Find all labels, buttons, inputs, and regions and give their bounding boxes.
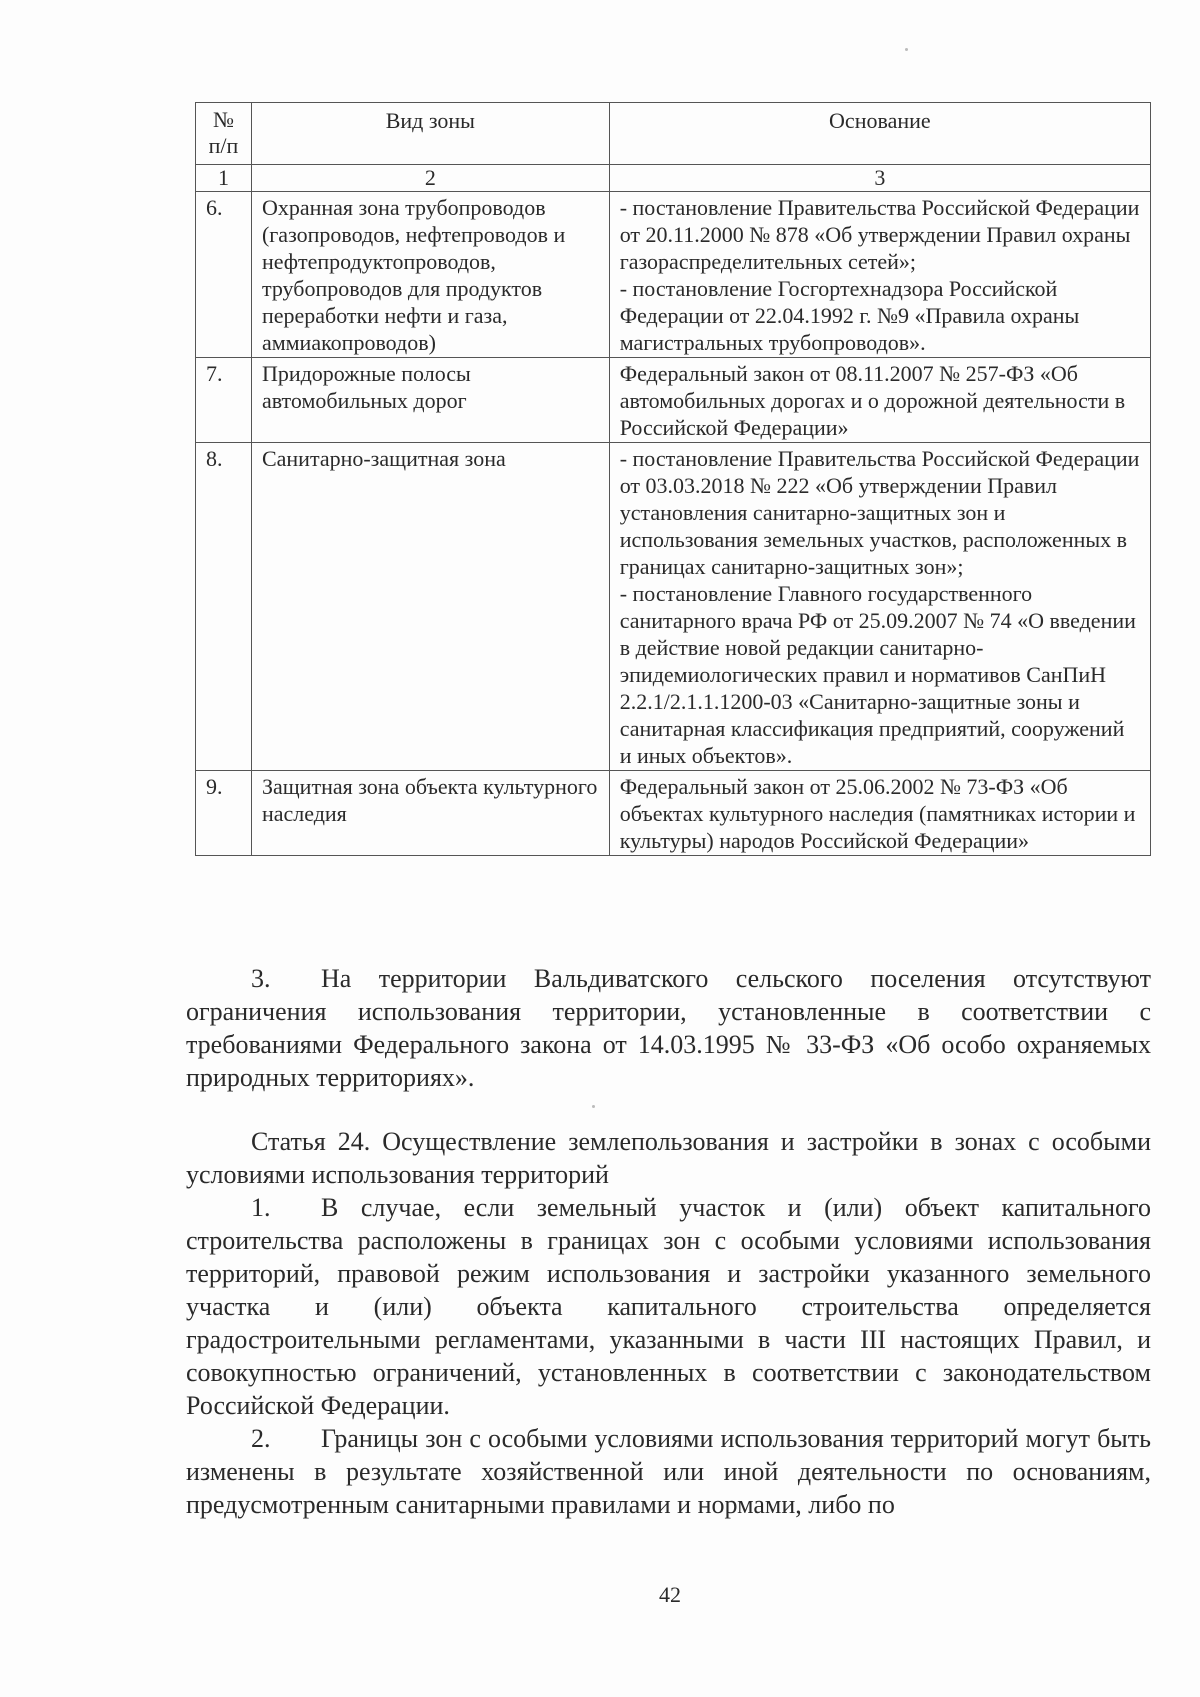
column-number: 1 [196,165,252,192]
paragraph-body: На территории Вальдиватского сельского поселения отсутствуют ограничения использования территории, установленные в соответствии с требованиями Федерального закона от 14.03.1995 № 33-ФЗ «Об особо охраняемых природных территориях». [186,964,1151,1092]
column-number: 3 [609,165,1150,192]
basis-line: - постановление Правительства Российской Федерации от 03.03.2018 № 222 «Об утверждении Правил установления санитарно-защитных зон и использования земельных участков, расположенных в границах санитарно-защитных зон»; [619,446,1140,579]
article-title: Статья 24. Осуществление землепользования и застройки в зонах с особыми условиями использования территорий [186,1127,1151,1189]
item-number: 2. [251,1424,271,1453]
scan-speck [905,48,908,51]
item-number: 1. [251,1193,271,1222]
basis-line: Федеральный закон от 08.11.2007 № 257-ФЗ «Об автомобильных дорогах и о дорожной деятельности в Российской Федерации» [619,361,1126,440]
zone-type: Защитная зона объекта культурного наследия [251,771,609,856]
zone-type: Придорожные полосы автомобильных дорог [251,358,609,443]
table-row [196,358,1151,443]
article-item [186,1191,1151,1422]
basis [609,443,1150,771]
table-row [196,771,1151,856]
row-number: 6. [196,192,252,358]
zone-type: Санитарно-защитная зона [251,443,609,771]
table-row [196,443,1151,771]
header-zone-type: Вид зоны [251,103,609,165]
basis-line: - постановление Главного государственного санитарного врача РФ от 25.09.2007 № 74 «О введении в действие новой редакции санитарно-эпидемиологических правил и нормативов СанПиН 2.2.1/2.1.1.1200-03 «Санитарно-защитные зоны и санитарная классификация предприятий, сооружений и иных объектов». [619,581,1136,768]
basis [609,771,1150,856]
basis-line: - постановление Госгортехнадзора Российской Федерации от 22.04.1992 г. №9 «Правила охраны магистральных трубопроводов». [619,276,1080,355]
basis [609,358,1150,443]
basis [609,192,1150,358]
table-header-row [196,103,1151,165]
item-text: Границы зон с особыми условиями использования территорий могут быть изменены в результате хозяйственной или иной деятельности по основаниям, предусмотренным санитарными правилами и нормами, либо по [186,1424,1151,1519]
article-item [186,1422,1151,1521]
zones-table [195,102,1151,856]
paragraph-3 [186,962,1151,1094]
basis-line: - постановление Правительства Российской Федерации от 20.11.2000 № 878 «Об утверждении Правил охраны газораспределительных сетей»; [619,195,1140,274]
zone-type: Охранная зона трубопроводов (газопроводов, нефтепроводов и нефтепродуктопроводов, трубопроводов для продуктов переработки нефти и газа, аммиакопроводов) [251,192,609,358]
column-number: 2 [251,165,609,192]
column-number-row [196,165,1151,192]
paragraph-3-text [186,962,1151,1094]
header-basis: Основание [609,103,1150,165]
page-number: 42 [659,1582,681,1607]
basis-line: Федеральный закон от 25.06.2002 № 73-ФЗ «Об объектах культурного наследия (памятниках истории и культуры) народов Российской Федерации» [619,774,1136,853]
article-24 [186,1125,1151,1521]
table-row [196,192,1151,358]
header-number: № п/п [196,103,252,165]
paragraph-number: 3. [251,964,271,993]
row-number: 8. [196,443,252,771]
item-text: В случае, если земельный участок и (или) объект капитального строительства расположены в границах зон с особыми условиями использования территорий, правовой режим использования и застройки указанного земельного участка и (или) объекта капитального строительства определяется градостроительными регламентами, указанными в части III настоящих Правил, и совокупностью ограничений, установленных в соответствии с законодательством Российской Федерации. [186,1193,1151,1420]
row-number: 9. [196,771,252,856]
scan-speck [592,1105,595,1108]
row-number: 7. [196,358,252,443]
